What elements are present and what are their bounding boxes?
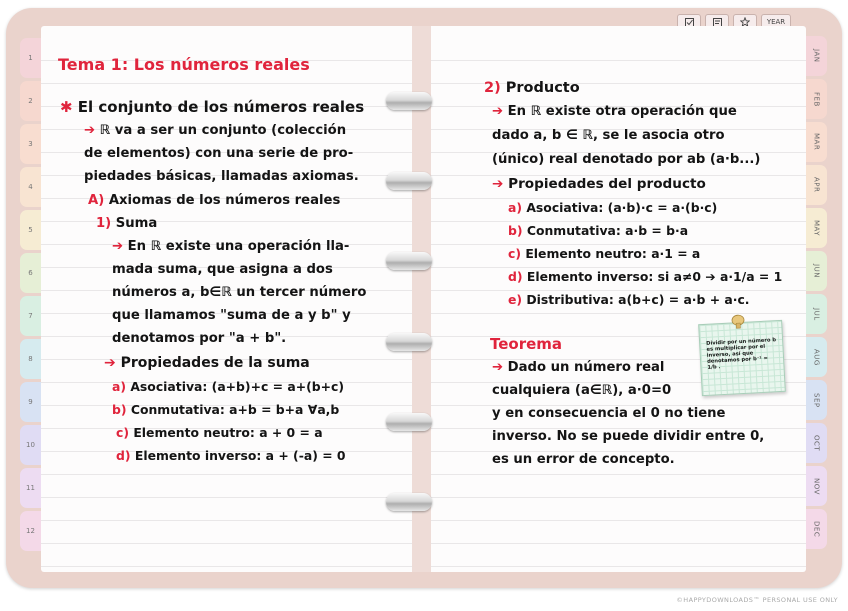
tab-label: 1 [28,54,33,62]
item-marker: 1) [96,216,112,231]
item-marker: 2) [484,80,501,96]
subheading-propiedades-producto: ➔ Propiedades del producto [492,176,706,192]
note-line: dado a, b ∈ ℝ, se le asocia otro [492,128,725,143]
tab-11[interactable] [20,468,41,508]
tab-jan[interactable] [806,36,827,76]
subheading-producto: 2) Producto [484,80,580,96]
arrow-icon: ➔ [84,123,96,138]
tab-aug[interactable] [806,337,827,377]
subheading-suma: 1) Suma [96,216,158,231]
binder-ring [386,493,432,511]
sticky-note-text: Dividir por un número b es multiplicar por el inverso, así que denotamos por b⁻¹ = 1/b . [706,337,777,371]
note-line: denotamos por "a + b". [112,331,287,346]
theorem-title: Teorema [490,335,563,353]
tab-feb[interactable] [806,79,827,119]
binder-ring [386,252,432,270]
section-heading: ✱ El conjunto de los números reales [60,98,365,116]
sticky-note [698,320,786,396]
tab-label: 7 [28,312,33,320]
tab-label: 11 [26,484,35,492]
binder-ring [386,92,432,110]
tab-6[interactable] [20,253,41,293]
tab-label: 6 [28,269,33,277]
property-line: b) Conmutativa: a·b = b·a [508,223,689,238]
theorem-line: es un error de concepto. [492,452,675,467]
tab-9[interactable] [20,382,41,422]
tab-7[interactable] [20,296,41,336]
tab-8[interactable] [20,339,41,379]
tab-label: 5 [28,226,33,234]
note-line: ➔ En ℝ existe una operación lla- [112,239,350,254]
binder-ring [386,172,432,190]
tab-label: 10 [26,441,35,449]
note-line: piedades básicas, llamadas axiomas. [84,169,359,184]
tab-4[interactable] [20,167,41,207]
month-label: MAY [812,219,821,237]
property-line: d) Elemento inverso: si a≠0 ➔ a·1/a = 1 [508,269,783,284]
item-marker: c) [116,425,130,440]
arrow-icon: ➔ [492,360,504,375]
tab-label: 9 [28,398,33,406]
property-line: e) Distributiva: a(b+c) = a·b + a·c. [508,292,750,307]
item-marker: c) [508,246,522,261]
tab-3[interactable] [20,124,41,164]
tab-may[interactable] [806,208,827,248]
watermark: ©HAPPYDOWNLOADS™ PERSONAL USE ONLY [676,596,838,604]
property-line: a) Asociativa: (a·b)·c = a·(b·c) [508,200,718,215]
month-label: SEP [812,392,821,408]
note-line: números a, b∈ℝ un tercer número [112,285,367,300]
tab-label: 12 [26,527,35,535]
arrow-icon: ➔ [112,239,124,254]
theorem-line: ➔ Dado un número real [492,360,665,375]
month-label: NOV [812,477,821,495]
year-tab-label: YEAR [766,18,786,26]
page-title: Tema 1: Los números reales [58,55,310,74]
month-label: JUN [812,264,821,278]
item-marker: b) [508,223,523,238]
subheading-propiedades: ➔ Propiedades de la suma [104,355,310,371]
tab-apr[interactable] [806,165,827,205]
month-label: MAR [812,133,821,151]
tab-5[interactable] [20,210,41,250]
tab-jul[interactable] [806,294,827,334]
theorem-line: inverso. No se puede dividir entre 0, [492,429,765,444]
tab-2[interactable] [20,81,41,121]
month-label: JAN [812,49,821,63]
property-line: c) Elemento neutro: a + 0 = a [116,425,323,440]
month-label: DEC [812,520,821,538]
property-line: c) Elemento neutro: a·1 = a [508,246,701,261]
item-marker: e) [508,292,523,307]
property-line: a) Asociativa: (a+b)+c = a+(b+c) [112,379,344,394]
item-marker: a) [508,200,523,215]
tab-oct[interactable] [806,423,827,463]
month-label: FEB [812,91,821,107]
tab-jun[interactable] [806,251,827,291]
note-line: ➔ ℝ va a ser un conjunto (colección [84,123,347,138]
note-line: ➔ En ℝ existe otra operación que [492,104,737,119]
month-label: APR [812,177,821,193]
tab-1[interactable] [20,38,41,78]
item-marker: A) [88,193,105,208]
item-marker: d) [508,269,523,284]
tab-mar[interactable] [806,122,827,162]
note-line: mada suma, que asigna a dos [112,262,333,277]
item-marker: a) [112,379,127,394]
note-line: que llamamos "suma de a y b" y [112,308,351,323]
month-label: OCT [812,434,821,452]
tab-label: 8 [28,355,33,363]
item-marker: b) [112,402,127,417]
tab-label: 3 [28,140,33,148]
month-label: AUG [812,348,821,366]
theorem-line: cualquiera (a∈ℝ), a·0=0 [492,383,672,398]
arrow-icon: ➔ [492,176,504,192]
note-line: (único) real denotado por ab (a·b...) [492,152,761,167]
arrow-icon: ➔ [492,104,504,119]
property-line: b) Conmutativa: a+b = b+a ∀a,b [112,402,340,417]
tab-label: 2 [28,97,33,105]
tab-dec[interactable] [806,509,827,549]
item-marker: d) [116,448,131,463]
month-label: JUL [812,307,821,321]
arrow-icon: ➔ [104,355,116,371]
pushpin-icon [729,313,748,332]
note-line: de elementos) con una serie de pro- [84,146,354,161]
property-line: d) Elemento inverso: a + (-a) = 0 [116,448,346,463]
tab-label: 4 [28,183,33,191]
tab-nov[interactable] [806,466,827,506]
theorem-line: y en consecuencia el 0 no tiene [492,406,726,421]
tab-10[interactable] [20,425,41,465]
note-line: A) Axiomas de los números reales [88,193,341,208]
binder-ring [386,333,432,351]
tab-12[interactable] [20,511,41,551]
tab-sep[interactable] [806,380,827,420]
binder-ring [386,413,432,431]
asterisk-icon: ✱ [60,98,73,116]
